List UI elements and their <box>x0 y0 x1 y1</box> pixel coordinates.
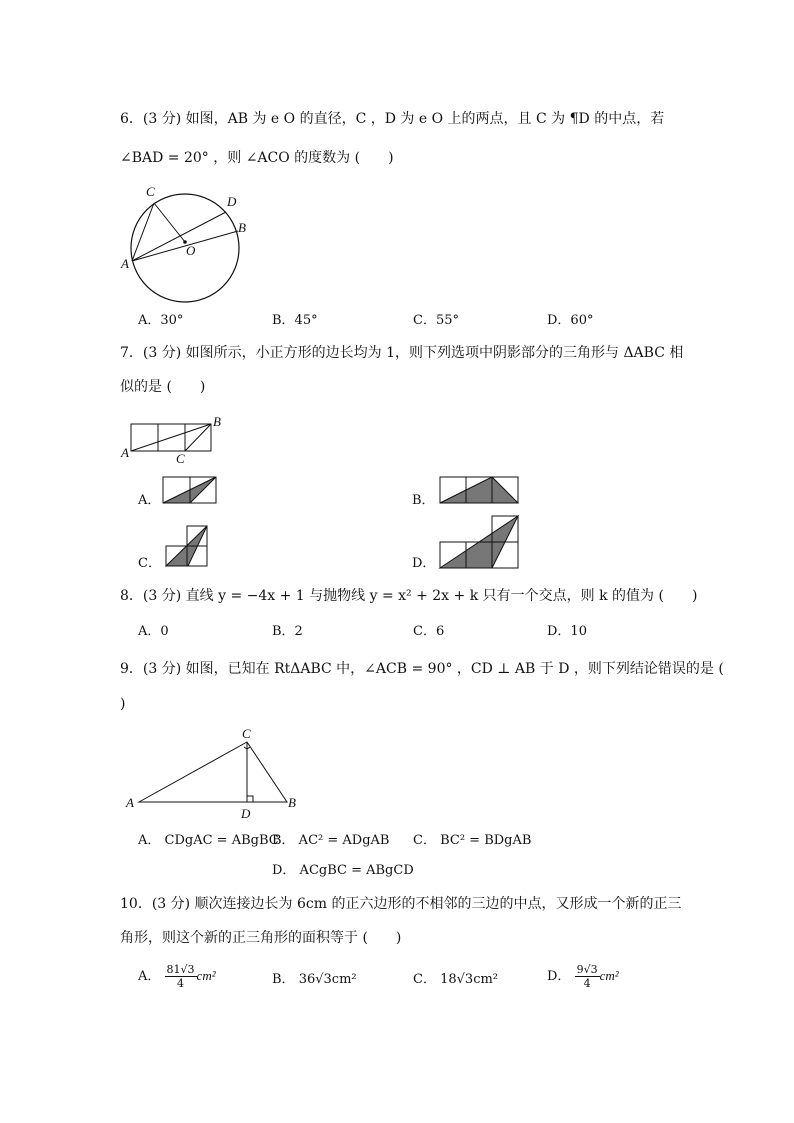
q6-stem-line2: ∠BAD = 20° ，则 ∠ACO 的度数为 ( ) <box>120 150 394 166</box>
q10-option-d <box>547 963 619 990</box>
label-b: B <box>238 220 246 235</box>
q9-option-b: B． AC² = ADgAB <box>272 833 390 848</box>
q6-option-d: D．60° <box>547 313 594 328</box>
label-c: C <box>176 451 185 466</box>
q7-option-c: C． <box>138 556 161 571</box>
q7-option-a: A． <box>138 493 161 508</box>
q10-option-b-value: 36√3cm² <box>298 972 357 987</box>
q8-option-d: D．10 <box>547 624 587 639</box>
label-c: C <box>242 726 251 741</box>
label-c: C <box>146 184 155 199</box>
label-a: A <box>126 795 134 810</box>
q10-option-c-value: 18√3cm² <box>440 972 499 987</box>
q8-option-b: B．2 <box>272 624 303 639</box>
q10-option-a <box>138 963 216 990</box>
q6-option-b: B．45° <box>272 313 318 328</box>
label-o: O <box>186 243 196 258</box>
q9-option-c: C． BC² = BDgAB <box>413 833 532 848</box>
q9-stem-line2: ) <box>120 696 126 712</box>
q10-option-b-letter: B． <box>272 972 295 987</box>
q9-option-d: D． ACgBC = ABgCD <box>272 863 414 878</box>
q10-option-b <box>272 971 357 989</box>
q10-option-d-unit: cm² <box>599 968 619 983</box>
q10-option-d-fraction <box>575 963 600 990</box>
q7-stem-line1: 7．(3 分) 如图所示，小正方形的边长均为 1，则下列选项中阴影部分的三角形与 ΔABC 相 <box>120 345 684 361</box>
label-d: D <box>227 194 237 209</box>
q10-option-d-numerator: 9√3 <box>576 963 598 976</box>
q10-option-c-letter: C． <box>413 972 436 987</box>
q6-option-a: A．30° <box>138 313 184 328</box>
q8-option-a: A．0 <box>138 624 169 639</box>
q8-option-c: C．6 <box>413 624 445 639</box>
q6-option-c: C．55° <box>413 313 459 328</box>
q10-option-d-letter: D． <box>547 969 571 984</box>
q10-option-d-denominator: 4 <box>583 977 591 990</box>
q10-option-a-denominator: 4 <box>177 977 185 990</box>
label-d: D <box>241 806 251 821</box>
q9-option-a: A． CDgAC = ABgBC <box>138 833 279 848</box>
q10-option-c <box>413 971 498 989</box>
q7-stem-line2: 似的是 ( ) <box>120 379 206 395</box>
q6-stem-line1: 6．(3 分) 如图，AB 为 e O 的直径，C ，D 为 e O 上的两点，且 C 为 ¶D 的中点，若 <box>120 111 665 127</box>
q9-stem-line1: 9．(3 分) 如图，已知在 RtΔABC 中，∠ACB = 90° ，CD ⊥ AB 于 D ，则下列结论错误的是 ( <box>120 661 724 677</box>
q7-option-b: B． <box>412 493 435 508</box>
q7-option-d: D． <box>412 556 436 571</box>
q10-option-a-unit: cm² <box>196 968 216 983</box>
q10-option-a-fraction <box>165 963 197 990</box>
q10-stem-line1: 10．(3 分) 顺次连接边长为 6cm 的正六边形的不相邻的三边的中点，又形成一个新的正三 <box>120 896 682 912</box>
label-a: A <box>121 256 129 271</box>
label-a: A <box>121 445 129 460</box>
q10-stem-line2: 角形，则这个新的正三角形的面积等于 ( ) <box>120 930 402 946</box>
q8-stem-line1: 8．(3 分) 直线 y = −4x + 1 与抛物线 y = x² + 2x + k 只有一个交点，则 k 的值为 ( ) <box>120 588 698 604</box>
label-b: B <box>213 414 221 429</box>
q10-option-a-numerator: 81√3 <box>166 963 195 976</box>
label-b: B <box>288 795 296 810</box>
q10-option-a-letter: A． <box>138 969 161 984</box>
